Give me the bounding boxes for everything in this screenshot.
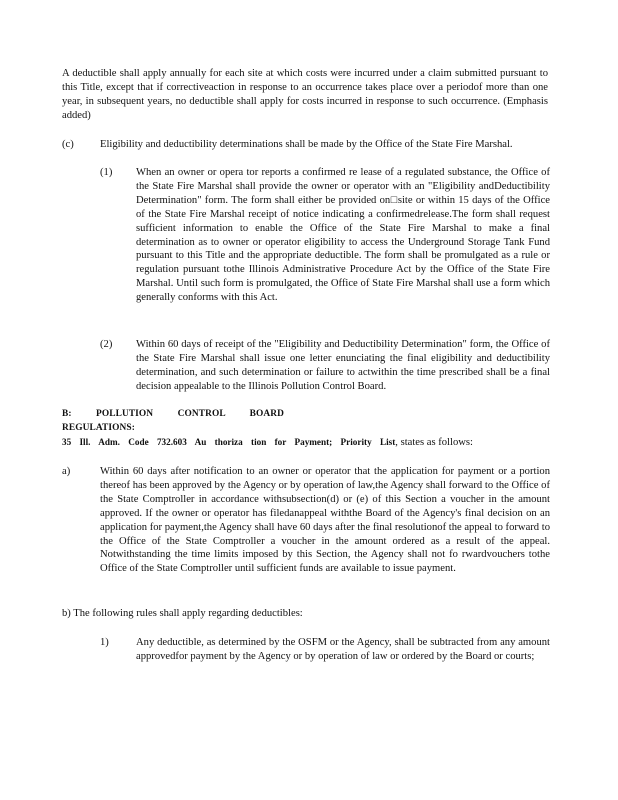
section-c-text: Eligibility and deductibility determinations shall be made by the Office of the State Fire Marshal. (100, 139, 513, 150)
citation-rest: , states as follows: (395, 437, 473, 448)
section-c-item-1-text: When an owner or opera tor reports a confirmed re lease of a regulated substance, the Office of the State Fire Marshal shall provide the owner or operator with an "Eligibility andDeductibility Determination" form. The form shall either be provided on□site or within 15 days of the Office of the State Fire Marshal receipt of notice indicating a confirmedrelease.The form shall request sufficient information to enable the Office of the State Fire Marshal to make a final determination as to owner or operator eligibility to access the Underground Storage Tank Fund pursuant to this Title and the appropriate deductible. The form shall be promulgated as a rule or regulation pursuant tothe Illinois Administrative Procedure Act by the Office of the State Fire Marshal. Until such form is promulgated, the Office of State Fire Marshal shall use a form which generally conforms with this Act. (136, 167, 550, 304)
citation (62, 436, 548, 450)
section-a-label: a) (62, 466, 71, 477)
citation-bold: 35 Ill. Adm. Code 732.603 Au thoriza tion for Payment; Priority List (62, 437, 396, 447)
section-b-item-1-text: Any deductible, as determined by the OSFM or the Agency, shall be subtracted from any amount approvedfor payment by the Agency or by operation of law or ordered by the Board or courts; (136, 637, 550, 662)
section-b-rules-text: b) The following rules shall apply regarding deductibles: (62, 608, 303, 619)
section-b-item-1-label: 1) (100, 637, 109, 648)
section-c-item-2-text: Within 60 days of receipt of the "Eligibility and Deductibility Determination" form, the Office of the State Fire Marshal shall issue one letter enunciating the final eligibility and deductibility determination, and such determination or failure to actwithin the time prescribed shall be a final decision appealable to the Illinois Pollution Control Board. (136, 339, 550, 392)
heading-b: B: POLLUTION CONTROL BOARD REGULATIONS: (62, 409, 285, 433)
section-a-text: Within 60 days after notification to an owner or operator that the application for payment or a portion thereof has been approved by the Agency or by operation of law,the Agency shall forward to the Office of the State Comptroller in accordance withsubsection(d) or (e) of this Section a voucher in the amount approved. If the owner or operator has filedanappeal withthe Board of the Agency's final decision on an application for payment,the Agency shall have 60 days after the final resolutionof the appeal to forward to the Office of the State Comptroller a voucher in the amount ordered as a result of the appeal. Notwithstanding the time limits imposed by this Section, the Agency shall not fo rwardvouchers tothe Office of the State Comptroller until sufficient funds are available to issue payment. (100, 466, 550, 575)
intro-paragraph: A deductible shall apply annually for each site at which costs were incurred under a claim submitted pursuant to this Title, except that if correctiveaction in response to an occurrence takes place over a periodof more than one year, in subsequent years, no deductible shall apply for costs incurred in response to such occurrence. (Emphasis added) (62, 68, 548, 121)
section-c-item-1-label: (1) (100, 167, 113, 178)
section-c-label: (c) (62, 139, 74, 150)
section-c-item-2-label: (2) (100, 339, 113, 350)
